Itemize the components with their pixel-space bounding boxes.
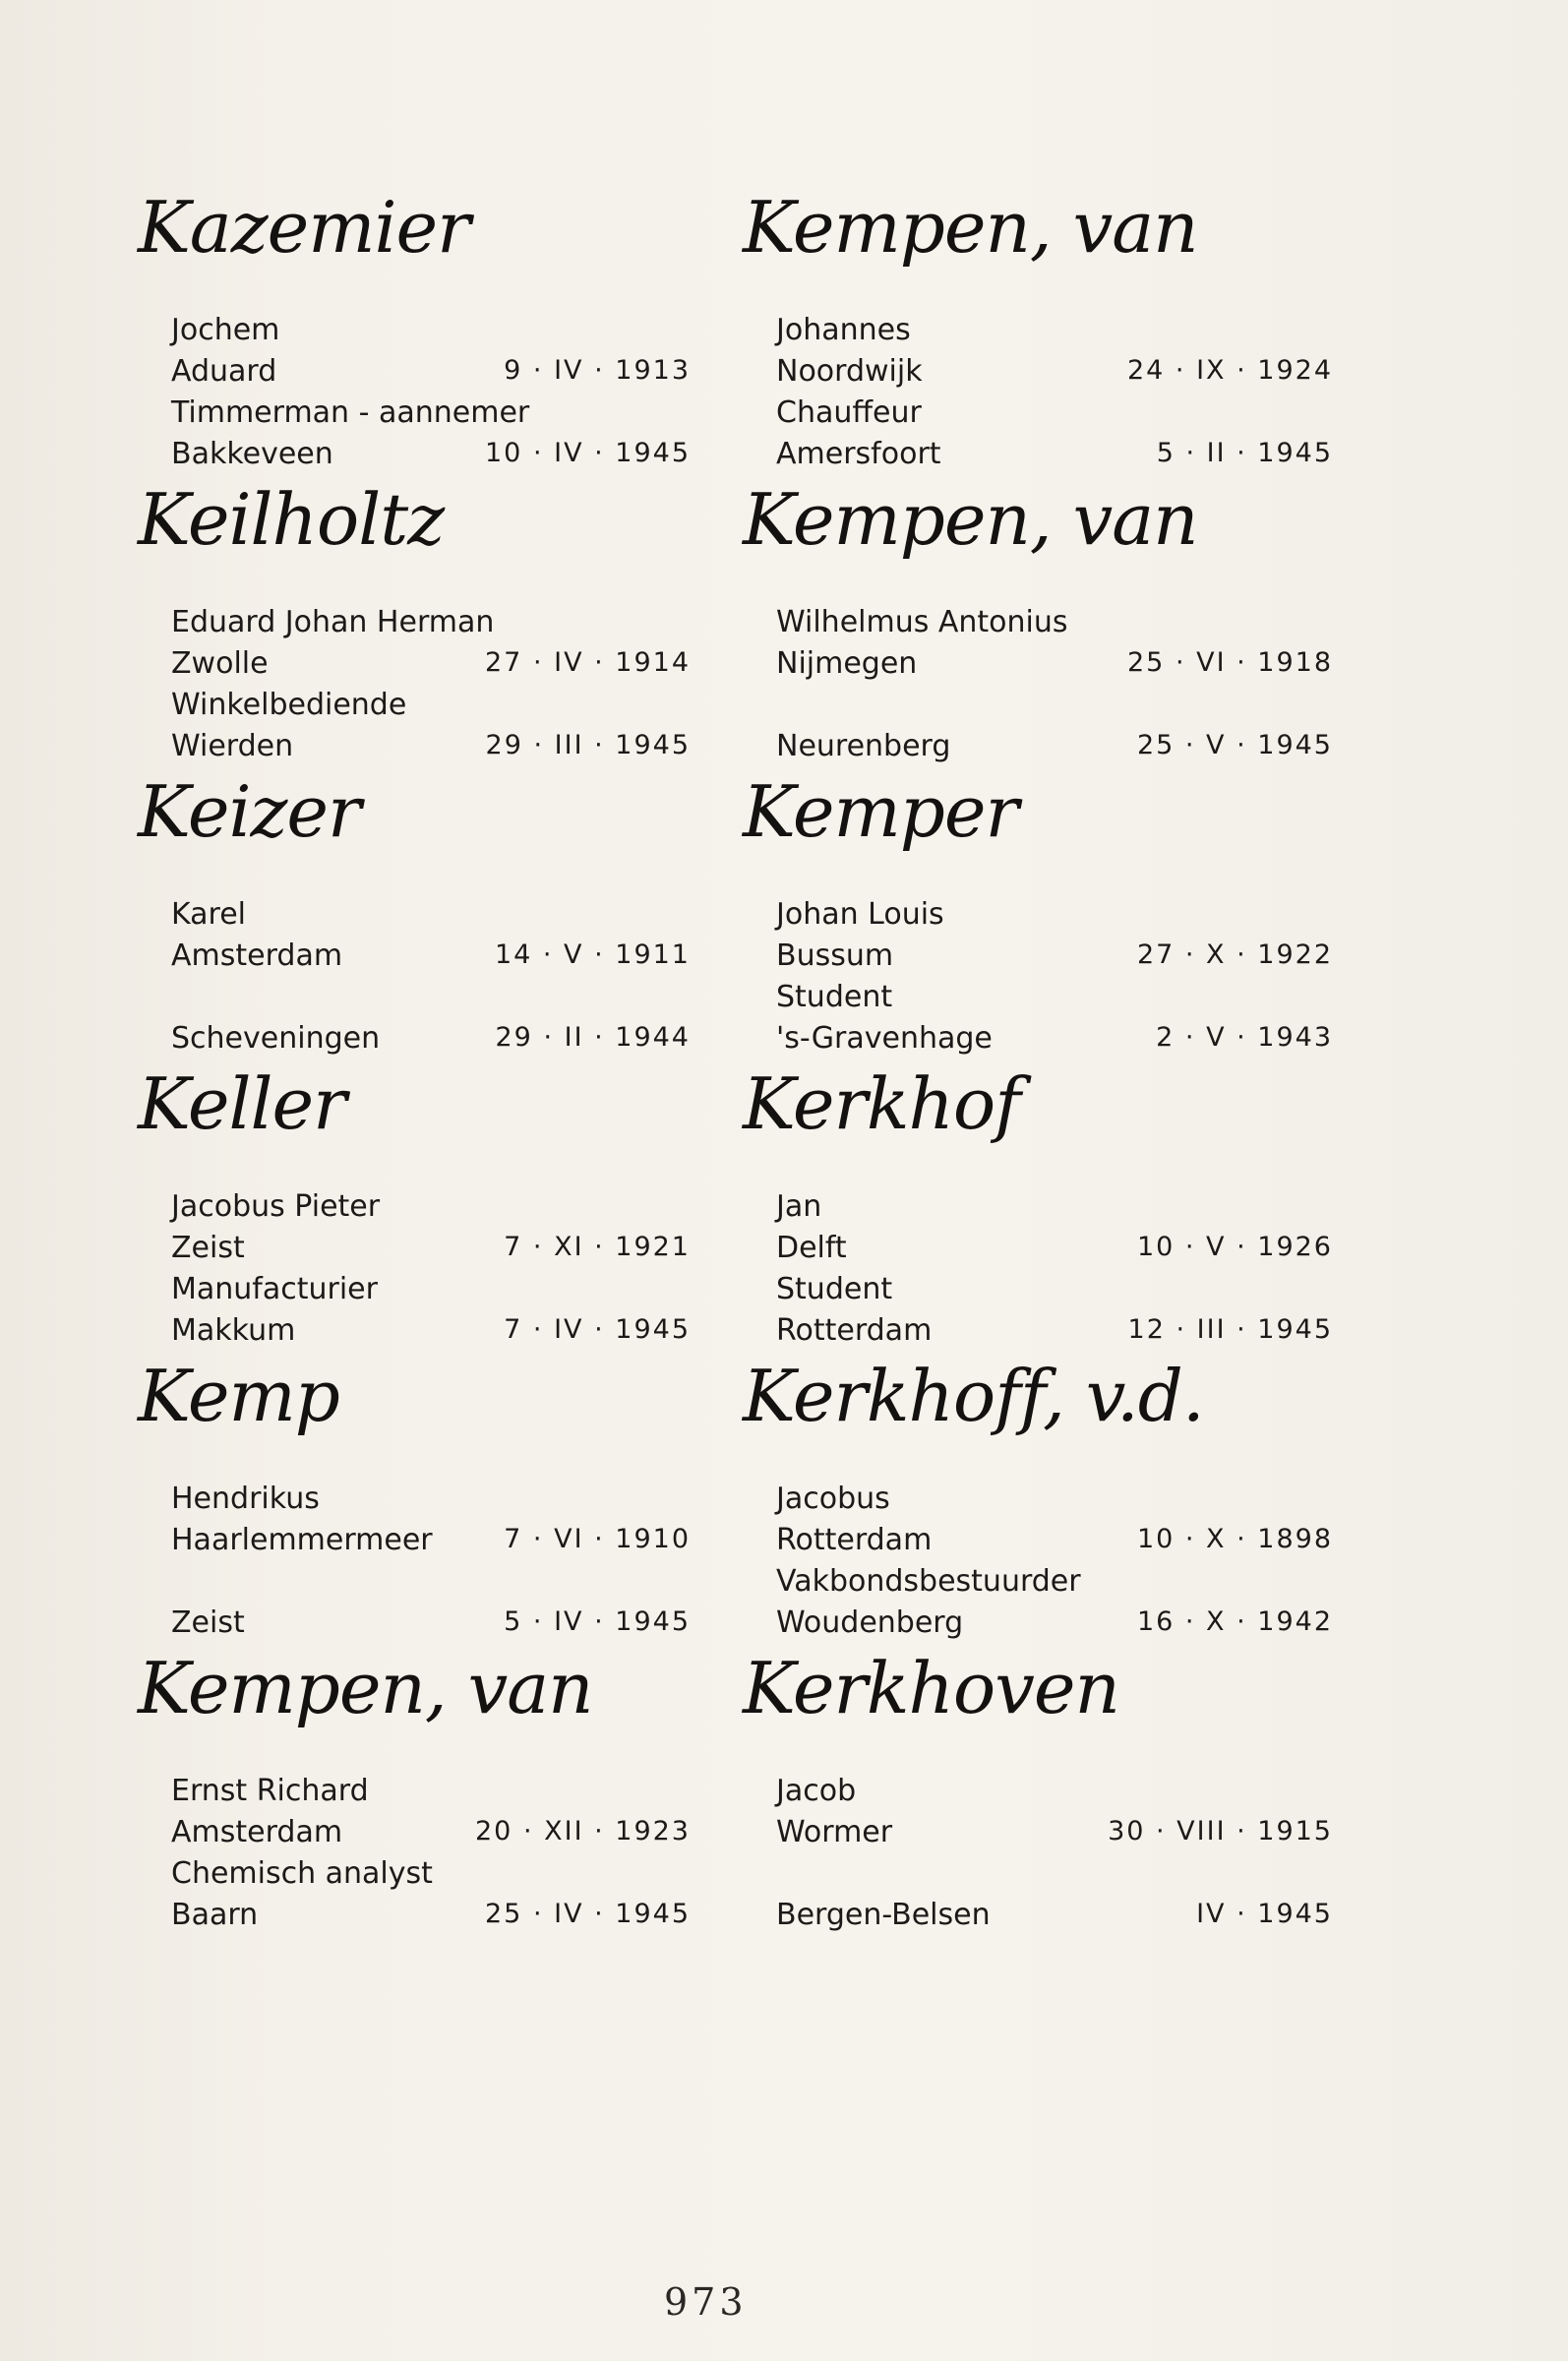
death-date: 7 · IV · 1945 bbox=[504, 1314, 691, 1345]
page-number: 973 bbox=[664, 2280, 748, 2324]
surname: Kerkhoff, v.d. bbox=[743, 1355, 1204, 1437]
death-place: Woudenberg bbox=[776, 1605, 964, 1640]
name-entry bbox=[743, 1062, 1333, 1361]
death-date: 10 · IV · 1945 bbox=[485, 438, 691, 468]
birth-place: Aduard bbox=[171, 354, 277, 389]
given-names: Karel bbox=[171, 897, 246, 932]
surname: Kazemier bbox=[138, 186, 470, 269]
given-names: Johan Louis bbox=[776, 897, 944, 932]
death-date: IV · 1945 bbox=[1196, 1899, 1333, 1929]
death-place: Amersfoort bbox=[776, 437, 941, 471]
name-entry bbox=[138, 770, 708, 1068]
birth-date: 10 · X · 1898 bbox=[1136, 1524, 1333, 1554]
death-date: 29 · III · 1945 bbox=[485, 730, 691, 760]
given-names: Hendrikus bbox=[171, 1482, 320, 1516]
occupation: Chauffeur bbox=[776, 395, 922, 430]
occupation: Manufacturier bbox=[171, 1272, 378, 1306]
occupation: Winkelbediende bbox=[171, 688, 407, 722]
birth-place: Bussum bbox=[776, 938, 894, 973]
given-names: Wilhelmus Antonius bbox=[776, 605, 1068, 639]
birth-place: Noordwijk bbox=[776, 354, 923, 389]
name-entry bbox=[138, 1062, 708, 1361]
birth-date: 27 · IV · 1914 bbox=[485, 647, 691, 678]
surname: Kempen, van bbox=[743, 478, 1198, 561]
birth-place: Wormer bbox=[776, 1815, 893, 1849]
death-place: Wierden bbox=[171, 729, 294, 763]
surname: Kemper bbox=[743, 770, 1018, 853]
name-entry bbox=[138, 1355, 708, 1653]
birth-place: Delft bbox=[776, 1231, 847, 1265]
birth-date: 14 · V · 1911 bbox=[494, 939, 691, 970]
birth-date: 7 · XI · 1921 bbox=[504, 1232, 691, 1262]
given-names: Jacobus Pieter bbox=[171, 1189, 381, 1224]
name-entry bbox=[138, 186, 708, 484]
death-place: Baarn bbox=[171, 1898, 259, 1932]
birth-date: 24 · IX · 1924 bbox=[1126, 355, 1333, 386]
birth-date: 25 · VI · 1918 bbox=[1127, 647, 1333, 678]
occupation: Student bbox=[776, 1272, 893, 1306]
death-place: Bakkeveen bbox=[171, 437, 333, 471]
birth-date: 20 · XII · 1923 bbox=[475, 1816, 691, 1846]
birth-date: 9 · IV · 1913 bbox=[504, 355, 691, 386]
death-date: 16 · X · 1942 bbox=[1136, 1606, 1333, 1637]
death-date: 25 · V · 1945 bbox=[1136, 730, 1333, 760]
birth-date: 7 · VI · 1910 bbox=[504, 1524, 691, 1554]
name-entry bbox=[743, 478, 1333, 776]
occupation: Student bbox=[776, 980, 893, 1014]
left-column bbox=[138, 186, 708, 1945]
occupation: Vakbondsbestuurder bbox=[776, 1564, 1081, 1599]
death-date: 5 · IV · 1945 bbox=[504, 1606, 691, 1637]
death-place: 's-Gravenhage bbox=[776, 1021, 993, 1056]
name-entry bbox=[138, 478, 708, 776]
name-entry bbox=[743, 1355, 1333, 1653]
death-date: 25 · IV · 1945 bbox=[485, 1899, 691, 1929]
death-date: 12 · III · 1945 bbox=[1127, 1314, 1333, 1345]
birth-place: Zeist bbox=[171, 1231, 245, 1265]
given-names: Ernst Richard bbox=[171, 1774, 369, 1808]
given-names: Jochem bbox=[171, 313, 280, 347]
surname: Keller bbox=[138, 1062, 346, 1145]
surname: Kempen, van bbox=[138, 1647, 593, 1729]
right-column bbox=[743, 186, 1333, 1945]
occupation: Timmerman - aannemer bbox=[171, 395, 530, 430]
given-names: Jacob bbox=[776, 1774, 857, 1808]
death-place: Bergen-Belsen bbox=[776, 1898, 991, 1932]
death-place: Scheveningen bbox=[171, 1021, 381, 1056]
name-entry bbox=[743, 770, 1333, 1068]
birth-place: Nijmegen bbox=[776, 646, 918, 681]
birth-place: Amsterdam bbox=[171, 938, 343, 973]
given-names: Johannes bbox=[776, 313, 911, 347]
birth-place: Haarlemmermeer bbox=[171, 1523, 433, 1557]
surname: Kemp bbox=[138, 1355, 339, 1437]
surname: Keilholtz bbox=[138, 478, 445, 561]
given-names: Jacobus bbox=[776, 1482, 890, 1516]
birth-place: Amsterdam bbox=[171, 1815, 343, 1849]
occupation: Chemisch analyst bbox=[171, 1856, 433, 1891]
given-names: Eduard Johan Herman bbox=[171, 605, 495, 639]
surname: Kempen, van bbox=[743, 186, 1198, 269]
birth-place: Rotterdam bbox=[776, 1523, 933, 1557]
death-date: 2 · V · 1943 bbox=[1156, 1022, 1333, 1053]
given-names: Jan bbox=[776, 1189, 822, 1224]
name-entry bbox=[743, 1647, 1333, 1945]
name-entry bbox=[743, 186, 1333, 484]
birth-place: Zwolle bbox=[171, 646, 269, 681]
surname: Kerkhoven bbox=[743, 1647, 1119, 1729]
name-entry bbox=[138, 1647, 708, 1945]
birth-date: 27 · X · 1922 bbox=[1136, 939, 1333, 970]
death-place: Zeist bbox=[171, 1605, 245, 1640]
surname: Keizer bbox=[138, 770, 361, 853]
death-place: Makkum bbox=[171, 1313, 296, 1348]
birth-date: 30 · VIII · 1915 bbox=[1108, 1816, 1333, 1846]
surname: Kerkhof bbox=[743, 1062, 1020, 1145]
death-place: Neurenberg bbox=[776, 729, 951, 763]
death-place: Rotterdam bbox=[776, 1313, 933, 1348]
death-date: 5 · II · 1945 bbox=[1156, 438, 1333, 468]
birth-date: 10 · V · 1926 bbox=[1136, 1232, 1333, 1262]
death-date: 29 · II · 1944 bbox=[495, 1022, 691, 1053]
